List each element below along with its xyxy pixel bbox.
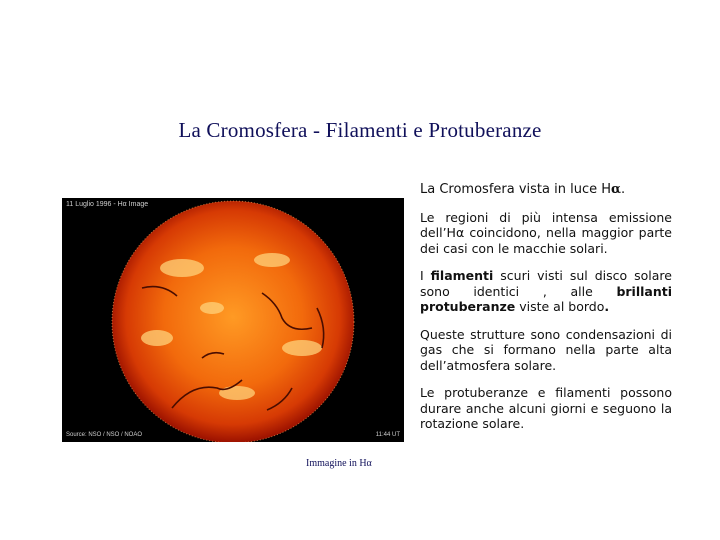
- p2-filamenti: filamenti: [430, 268, 494, 283]
- sun-halpha-image: [62, 198, 404, 442]
- text-heading: [420, 182, 672, 198]
- text-column: [420, 182, 672, 444]
- sun-disk: [112, 201, 354, 442]
- paragraph-emission: Le regioni di più intensa emissione dell’Hα coincidono, nella maggior parte dei casi con le macchie solari.: [420, 209, 672, 256]
- p2-part-e: viste al bordo: [515, 299, 605, 314]
- image-caption-top: 11 Luglio 1996 - Hα Image: [66, 201, 149, 208]
- image-label: Immagine in Hα: [306, 458, 372, 469]
- p2-brillanti-protuberanze: brillanti protuberanze: [420, 283, 672, 314]
- heading-alpha: α: [611, 182, 622, 197]
- slide-title: La Cromosfera - Filamenti e Protuberanze: [178, 118, 542, 142]
- paragraph-duration: Le protuberanze e filamenti possono durare anche alcuni giorni e seguono la rotazione solare.: [420, 385, 672, 431]
- paragraph-filaments: [420, 268, 672, 315]
- image-caption-source: Source: NSO / NSO / NOAO: [66, 432, 143, 438]
- p2-part-c: scuri visti sul disco solare sono identici , alle: [420, 268, 672, 299]
- heading-suffix: .: [621, 182, 626, 197]
- p2-period: .: [604, 299, 610, 314]
- p2-part-a: I: [420, 268, 431, 283]
- heading-text: La Cromosfera vista in luce H: [420, 182, 612, 197]
- image-caption-time: 11:44 UT: [375, 432, 400, 438]
- sun-disk-graphic: [62, 198, 404, 442]
- paragraph-structures: Queste strutture sono condensazioni di gas che si formano nella parte alta dell’atmosfera solare.: [420, 326, 672, 373]
